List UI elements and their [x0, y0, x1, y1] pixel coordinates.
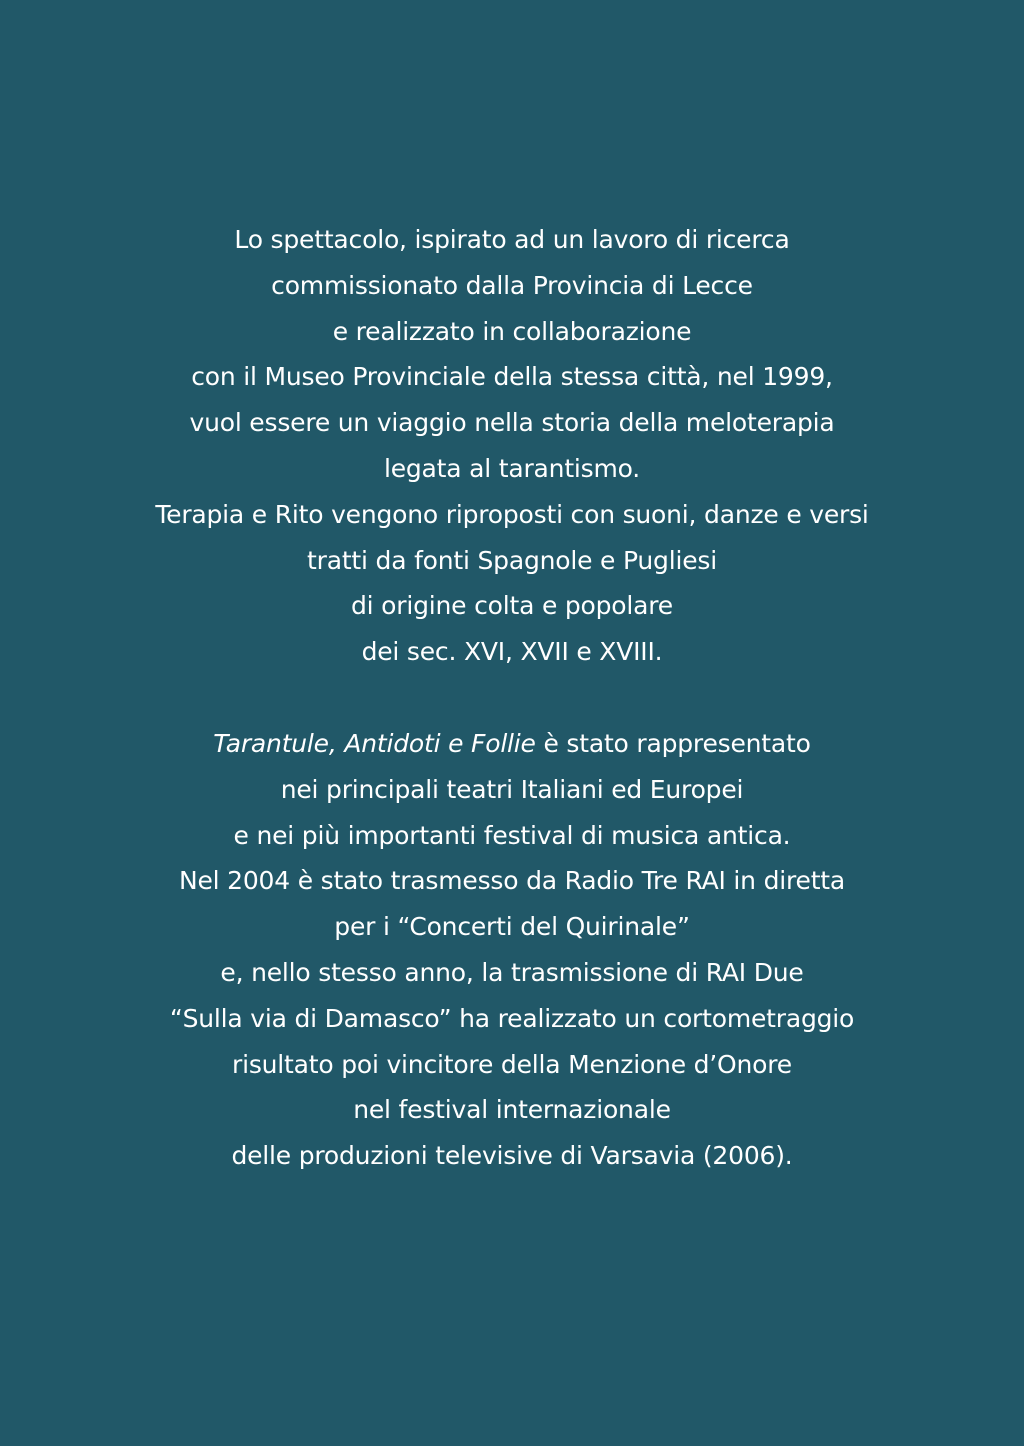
text-line: delle produzioni televisive di Varsavia (2006). — [231, 1141, 793, 1171]
show-title: Tarantule, Antidoti e Follie — [213, 729, 536, 758]
text-line: e realizzato in collaborazione — [332, 316, 692, 346]
paragraph-intro — [0, 217, 1024, 675]
text-line: nel festival internazionale — [353, 1095, 671, 1125]
text-line: “Sulla via di Damasco” ha realizzato un cortometraggio — [169, 1003, 855, 1033]
text-line: Terapia e Rito vengono riproposti con suoni, danze e versi — [155, 499, 869, 529]
text-line-first — [0, 721, 1024, 767]
text-line: Lo spettacolo, ispirato ad un lavoro di ricerca — [234, 225, 790, 254]
first-line-rest: è stato rappresentato — [535, 729, 811, 758]
paragraph-performances — [0, 721, 1024, 1179]
text-line: e, nello stesso anno, la trasmissione di RAI Due — [220, 957, 804, 987]
text-line: con il Museo Provinciale della stessa città, nel 1999, — [191, 362, 833, 392]
text-line: per i “Concerti del Quirinale” — [334, 912, 690, 942]
text-line: Nel 2004 è stato trasmesso da Radio Tre RAI in diretta — [178, 866, 846, 896]
text-line: e nei più importanti festival di musica antica. — [233, 820, 791, 850]
text-line: risultato poi vincitore della Menzione d’Onore — [232, 1049, 792, 1079]
text-line: tratti da fonti Spagnole e Pugliesi — [307, 545, 717, 575]
text-line: di origine colta e popolare — [351, 591, 673, 621]
text-line: dei sec. XVI, XVII e XVIII. — [361, 637, 663, 667]
text-line: vuol essere un viaggio nella storia della meloterapia — [189, 408, 835, 438]
text-line: nei principali teatri Italiani ed Europei — [280, 774, 744, 804]
text-line: commissionato dalla Provincia di Lecce — [271, 270, 753, 300]
text-line: legata al tarantismo. — [383, 453, 641, 483]
